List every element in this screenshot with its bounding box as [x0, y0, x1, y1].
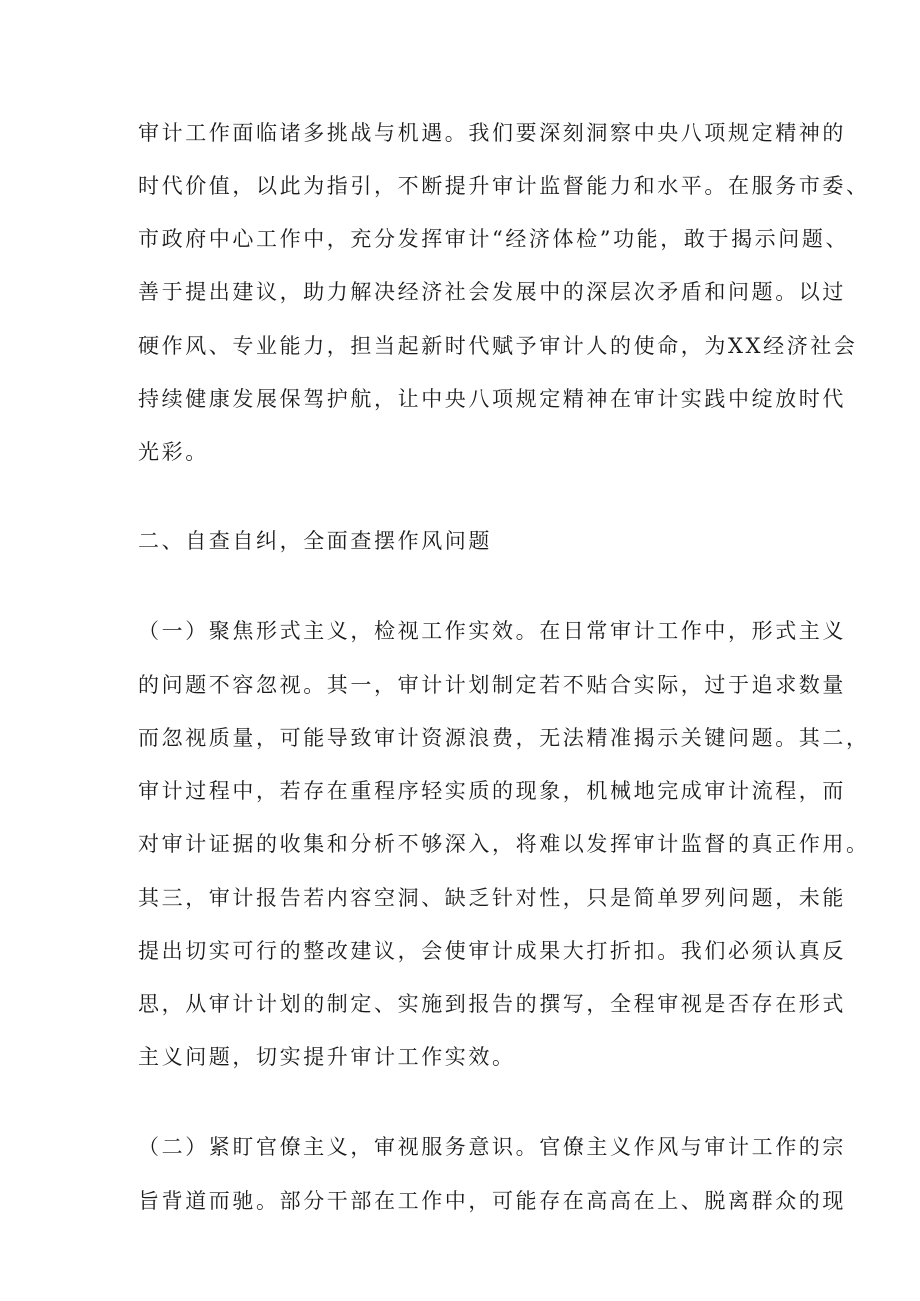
text-line: 思，从审计计划的制定、实施到报告的撰写，全程审视是否存在形式 [138, 992, 846, 1016]
text-line: 对审计证据的收集和分析不够深入，将难以发挥审计监督的真正作用。 [138, 832, 870, 856]
text-line: （一）聚焦形式主义，检视工作实效。在日常审计工作中，形式主义 [138, 619, 846, 643]
text-line: （二）紧盯官僚主义，审视服务意识。官僚主义作风与审计工作的宗 [138, 1135, 846, 1159]
text-line: 旨背道而驰。部分干部在工作中，可能存在高高在上、脱离群众的现 [138, 1189, 846, 1213]
text-line: 的问题不容忽视。其一，审计计划制定若不贴合实际，过于追求数量 [138, 673, 846, 697]
text-line: 时代价值，以此为指引，不断提升审计监督能力和水平。在服务市委、 [138, 174, 870, 198]
text-line: 持续健康发展保驾护航，让中央八项规定精神在审计实践中绽放时代 [138, 387, 846, 411]
text-line: 光彩。 [138, 440, 209, 464]
text-line: 其三，审计报告若内容空洞、缺乏针对性，只是简单罗列问题，未能 [138, 886, 846, 910]
text-line: 善于提出建议，助力解决经济社会发展中的深层次矛盾和问题。以过 [138, 280, 846, 304]
text-line: 主义问题，切实提升审计工作实效。 [138, 1045, 516, 1069]
text-line: 市政府中心工作中，充分发挥审计“经济体检”功能，敢于揭示问题、 [138, 227, 850, 251]
text-line: 审计工作面临诸多挑战与机遇。我们要深刻洞察中央八项规定精神的 [138, 121, 846, 145]
text-line: 提出切实可行的整改建议，会使审计成果大打折扣。我们必须认真反 [138, 939, 846, 963]
text-line: 审计过程中，若存在重程序轻实质的现象，机械地完成审计流程，而 [138, 779, 846, 803]
text-line: 硬作风、专业能力，担当起新时代赋予审计人的使命，为XX经济社会 [138, 334, 858, 358]
section-heading: 二、自查自纠，全面查摆作风问题 [138, 529, 492, 553]
text-line: 而忽视质量，可能导致审计资源浪费，无法精准揭示关键问题。其二， [138, 726, 870, 750]
